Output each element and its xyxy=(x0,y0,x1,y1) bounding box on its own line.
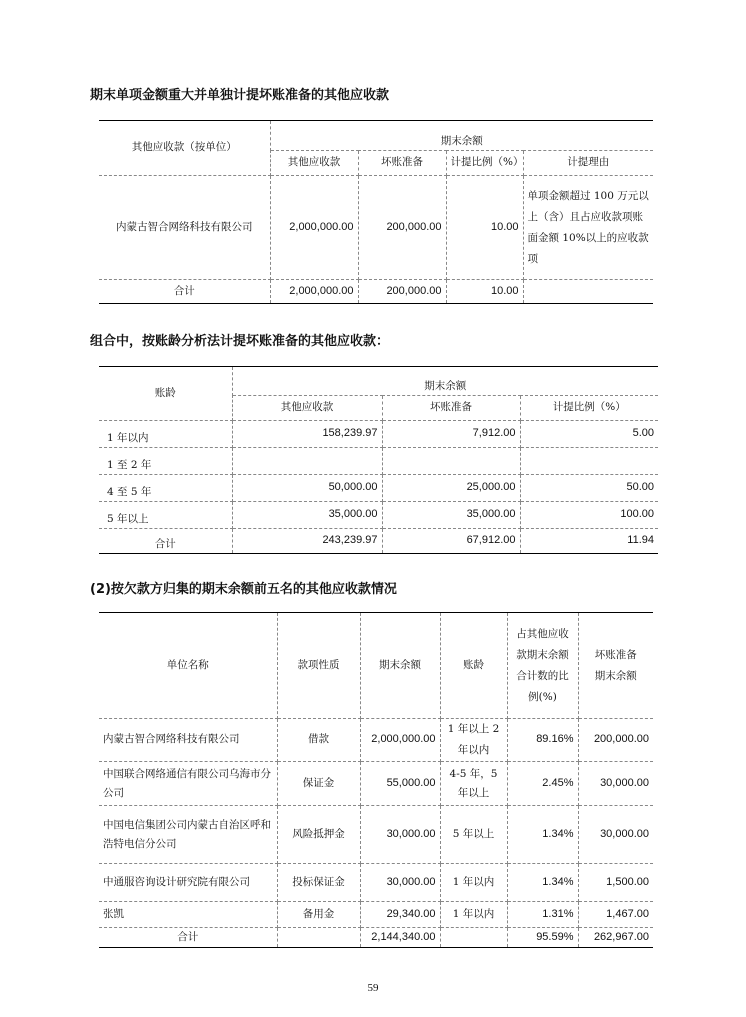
table-row xyxy=(99,719,653,762)
ratio-value: 100.00 xyxy=(520,502,658,529)
debtor-percentage: 2.45% xyxy=(507,762,578,806)
col-provision: 坏账准备期末余额 xyxy=(578,613,653,719)
total-row xyxy=(99,928,653,948)
table-row xyxy=(99,176,653,280)
receivable-value: 50,000.00 xyxy=(232,475,382,502)
ratio-value: 50.00 xyxy=(520,475,658,502)
total-nature xyxy=(277,928,360,948)
debtor-balance: 30,000.00 xyxy=(360,864,440,902)
debtor-aging: 1 年以上 2 年以内 xyxy=(440,719,507,762)
debtor-balance: 30,000.00 xyxy=(360,806,440,864)
col-unit-name: 单位名称 xyxy=(99,613,277,719)
table-row xyxy=(99,475,658,502)
table-row xyxy=(99,421,658,448)
col-ratio: 计提比例（%） xyxy=(520,396,658,421)
total-receivable: 243,239.97 xyxy=(232,529,382,554)
debtor-name: 内蒙古智合网络科技有限公司 xyxy=(99,719,277,762)
ratio-value: 10.00 xyxy=(446,176,523,280)
debtor-percentage: 1.34% xyxy=(507,864,578,902)
section3-title: (2)按欠款方归集的期末余额前五名的其他应收款情况 xyxy=(90,582,397,597)
header-period-end: 期末余额 xyxy=(270,121,653,151)
debtor-nature: 借款 xyxy=(277,719,360,762)
debtor-aging: 4-5 年，5 年以上 xyxy=(440,762,507,806)
page-number: 59 xyxy=(367,982,379,994)
aging-bucket: 1 至 2 年 xyxy=(99,448,232,475)
debtor-provision: 30,000.00 xyxy=(578,806,653,864)
aging-bucket: 1 年以内 xyxy=(99,421,232,448)
provision-value: 25,000.00 xyxy=(382,475,520,502)
table-row xyxy=(99,864,653,902)
section1-title: 期末单项金额重大并单独计提坏账准备的其他应收款 xyxy=(90,88,390,103)
top-five-debtors-table xyxy=(99,612,653,948)
section2-title: 组合中，按账龄分析法计提坏账准备的其他应收款： xyxy=(90,334,390,349)
debtor-name: 张凯 xyxy=(99,902,277,928)
col-percentage: 占其他应收款期末余额合计数的比例(%) xyxy=(507,613,578,719)
debtor-balance: 29,340.00 xyxy=(360,902,440,928)
col-balance: 期末余额 xyxy=(360,613,440,719)
table-row xyxy=(99,448,658,475)
total-balance: 2,144,340.00 xyxy=(360,928,440,948)
provision-value xyxy=(382,448,520,475)
table-row xyxy=(99,806,653,864)
total-ratio: 10.00 xyxy=(446,280,523,304)
debtor-provision: 1,467.00 xyxy=(578,902,653,928)
provision-value: 35,000.00 xyxy=(382,502,520,529)
receivable-value: 2,000,000.00 xyxy=(270,176,358,280)
receivable-value xyxy=(232,448,382,475)
total-reason xyxy=(523,280,653,304)
reason-text: 单项金额超过 100 万元以上（含）且占应收款项账面金额 10%以上的应收款项 xyxy=(523,176,653,280)
aging-bucket: 4 至 5 年 xyxy=(99,475,232,502)
debtor-balance: 55,000.00 xyxy=(360,762,440,806)
debtor-aging: 1 年以内 xyxy=(440,864,507,902)
provision-value: 7,912.00 xyxy=(382,421,520,448)
unit-name: 内蒙古智合网络科技有限公司 xyxy=(99,176,270,280)
table-row xyxy=(99,762,653,806)
provision-value: 200,000.00 xyxy=(358,176,446,280)
col-nature: 款项性质 xyxy=(277,613,360,719)
total-receivable: 2,000,000.00 xyxy=(270,280,358,304)
debtor-nature: 保证金 xyxy=(277,762,360,806)
debtor-percentage: 89.16% xyxy=(507,719,578,762)
table-row xyxy=(99,902,653,928)
total-provision: 67,912.00 xyxy=(382,529,520,554)
col-provision: 坏账准备 xyxy=(358,151,446,176)
col-aging: 账龄 xyxy=(440,613,507,719)
specific-provision-table xyxy=(99,120,653,304)
debtor-name: 中国联合网络通信有限公司乌海市分公司 xyxy=(99,762,277,806)
aging-provision-table xyxy=(99,366,658,554)
debtor-aging: 5 年以上 xyxy=(440,806,507,864)
header-aging-label: 账龄 xyxy=(99,367,232,421)
ratio-value: 5.00 xyxy=(520,421,658,448)
total-row xyxy=(99,529,658,554)
header-unit-label: 其他应收款（按单位） xyxy=(99,121,270,176)
debtor-provision: 30,000.00 xyxy=(578,762,653,806)
total-aging xyxy=(440,928,507,948)
debtor-provision: 1,500.00 xyxy=(578,864,653,902)
ratio-value xyxy=(520,448,658,475)
col-receivable: 其他应收款 xyxy=(232,396,382,421)
total-label: 合计 xyxy=(99,280,270,304)
debtor-name: 中通服咨询设计研究院有限公司 xyxy=(99,864,277,902)
receivable-value: 35,000.00 xyxy=(232,502,382,529)
total-row xyxy=(99,280,653,304)
total-label: 合计 xyxy=(99,928,277,948)
debtor-percentage: 1.31% xyxy=(507,902,578,928)
total-ratio: 11.94 xyxy=(520,529,658,554)
receivable-value: 158,239.97 xyxy=(232,421,382,448)
debtor-percentage: 1.34% xyxy=(507,806,578,864)
debtor-nature: 投标保证金 xyxy=(277,864,360,902)
header-period-end: 期末余额 xyxy=(232,367,658,396)
aging-bucket: 5 年以上 xyxy=(99,502,232,529)
debtor-balance: 2,000,000.00 xyxy=(360,719,440,762)
debtor-nature: 备用金 xyxy=(277,902,360,928)
total-label: 合计 xyxy=(99,529,232,554)
table-row xyxy=(99,502,658,529)
total-provision: 262,967.00 xyxy=(578,928,653,948)
debtor-provision: 200,000.00 xyxy=(578,719,653,762)
total-percentage: 95.59% xyxy=(507,928,578,948)
debtor-name: 中国电信集团公司内蒙古自治区呼和浩特电信分公司 xyxy=(99,806,277,864)
debtor-aging: 1 年以内 xyxy=(440,902,507,928)
col-reason: 计提理由 xyxy=(523,151,653,176)
debtor-nature: 风险抵押金 xyxy=(277,806,360,864)
total-provision: 200,000.00 xyxy=(358,280,446,304)
col-provision: 坏账准备 xyxy=(382,396,520,421)
col-receivable: 其他应收款 xyxy=(270,151,358,176)
col-ratio: 计提比例（%） xyxy=(446,151,523,176)
